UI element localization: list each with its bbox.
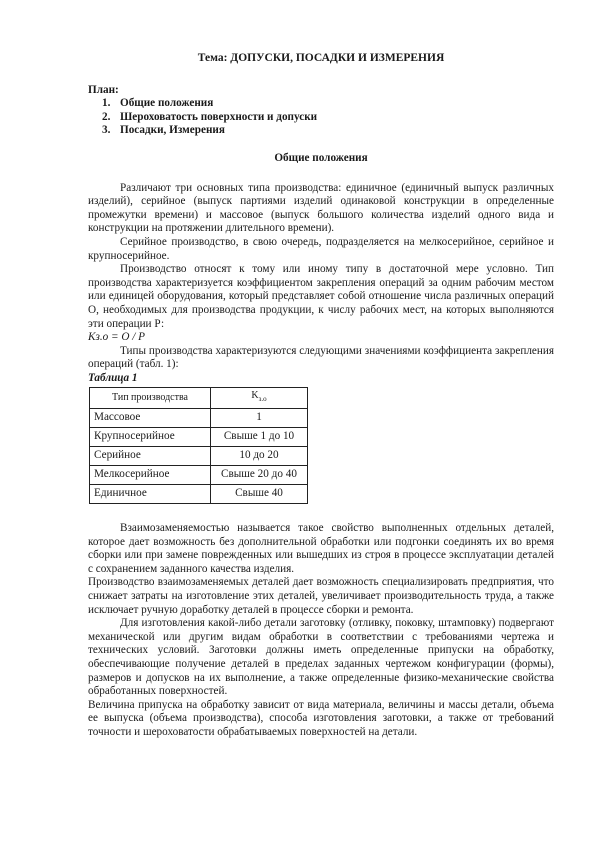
table-header-row bbox=[90, 388, 308, 409]
table-row bbox=[90, 409, 308, 428]
plan-item-number: 2. bbox=[102, 110, 111, 123]
paragraph: Типы производства характеризуются следующими значениями коэффициента закрепления операций (табл. 1): bbox=[88, 344, 554, 371]
table-cell-value: Свыше 40 bbox=[211, 485, 308, 504]
plan-label: План: bbox=[88, 83, 119, 96]
formula: Kз.о = O / P bbox=[88, 331, 145, 344]
plan-item bbox=[88, 124, 554, 138]
paragraph: Взаимозаменяемостью называется такое свойство выполненных отдельных деталей, которое дает возможность без дополнительной обработки или подгонки соединять их во время сборки или при замене поврежденных или вышедших из строя в процессе эксплуатации деталей с сохранением заданного качества изделия. bbox=[88, 522, 554, 575]
table-cell-value: 10 до 20 bbox=[211, 447, 308, 466]
plan-list bbox=[88, 97, 554, 138]
table-row bbox=[90, 485, 308, 504]
paragraph: Различают три основных типа производства: единичное (единичный выпуск различных изделий), серийное (выпуск партиями изделий одинаковой конструкции в определенные промежутки времени) и массовое (выпуск большого количества изделий одного вида и конструкции на протяжении длительного времени). bbox=[88, 181, 554, 235]
table-cell-type: Массовое bbox=[90, 409, 211, 428]
plan-item-label: Общие положения bbox=[120, 97, 214, 110]
section-title: Общие положения bbox=[274, 151, 368, 164]
paragraph: Для изготовления какой-либо детали заготовку (отливку, поковку, штамповку) подвергают механической или другим видам обработки в соответствии с требованиями чертежа и технических условий. Заготовки должны иметь определенные припуски на обработку, обеспечивающие получение деталей в пределах заданных чертежом конфигурации (формы), размеров и допусков на их выполнение, а также определенные физико-механические свойства обработанных поверхностей. bbox=[88, 617, 554, 698]
table-cell-type: Единичное bbox=[90, 485, 211, 504]
plan-item-label: Шероховатость поверхности и допуски bbox=[120, 110, 318, 123]
plan-item bbox=[88, 97, 554, 111]
production-type-table bbox=[89, 387, 308, 504]
table-caption: Таблица 1 bbox=[88, 371, 138, 384]
table-cell-value: Свыше 1 до 10 bbox=[211, 428, 308, 447]
table-row bbox=[90, 447, 308, 466]
table-header-k bbox=[211, 388, 308, 409]
plan-item-label: Посадки, Измерения bbox=[120, 124, 225, 137]
table-header-k-subscript: з.о bbox=[258, 395, 267, 404]
paragraph: Производство относят к тому или иному типу в достаточной мере условно. Тип производства характеризуется коэффициентом закрепления операций за одним рабочим местом или единицей оборудования, который представляет собой отношение числа различных операций О, необходимых для производства продукции, к числу рабочих мест, на которых выполняются эти операции Р: bbox=[88, 263, 554, 330]
paragraph: Производство взаимозаменяемых деталей дает возможность специализировать предприятия, что снижает затраты на изготовление этих деталей, увеличивает производительность труда, а также исключает ручную доработку деталей в процессе сборки и ремонта. bbox=[88, 576, 554, 616]
table-cell-value: 1 bbox=[211, 409, 308, 428]
paragraph: Величина припуска на обработку зависит от вида материала, величины и массы детали, объема ее выпуска (объема производства), способа изготовления заготовки, а также от требований точности и шероховатости обрабатываемых поверхностей на детали. bbox=[88, 698, 554, 738]
page-title: Тема: ДОПУСКИ, ПОСАДКИ И ИЗМЕРЕНИЯ bbox=[197, 52, 445, 64]
table-header-k-symbol: K bbox=[251, 390, 259, 402]
table-header-type: Тип производства bbox=[90, 388, 211, 409]
plan-item bbox=[88, 111, 554, 125]
table-cell-type: Мелкосерийное bbox=[90, 466, 211, 485]
table-row bbox=[90, 466, 308, 485]
paragraph: Серийное производство, в свою очередь, подразделяется на мелкосерийное, серийное и крупносерийное. bbox=[88, 235, 554, 262]
table-cell-type: Крупносерийное bbox=[90, 428, 211, 447]
plan-item-number: 3. bbox=[102, 124, 111, 137]
table-cell-value: Свыше 20 до 40 bbox=[211, 466, 308, 485]
document-page bbox=[88, 52, 554, 740]
plan-item-number: 1. bbox=[102, 97, 111, 110]
table-cell-type: Серийное bbox=[90, 447, 211, 466]
table-row bbox=[90, 428, 308, 447]
